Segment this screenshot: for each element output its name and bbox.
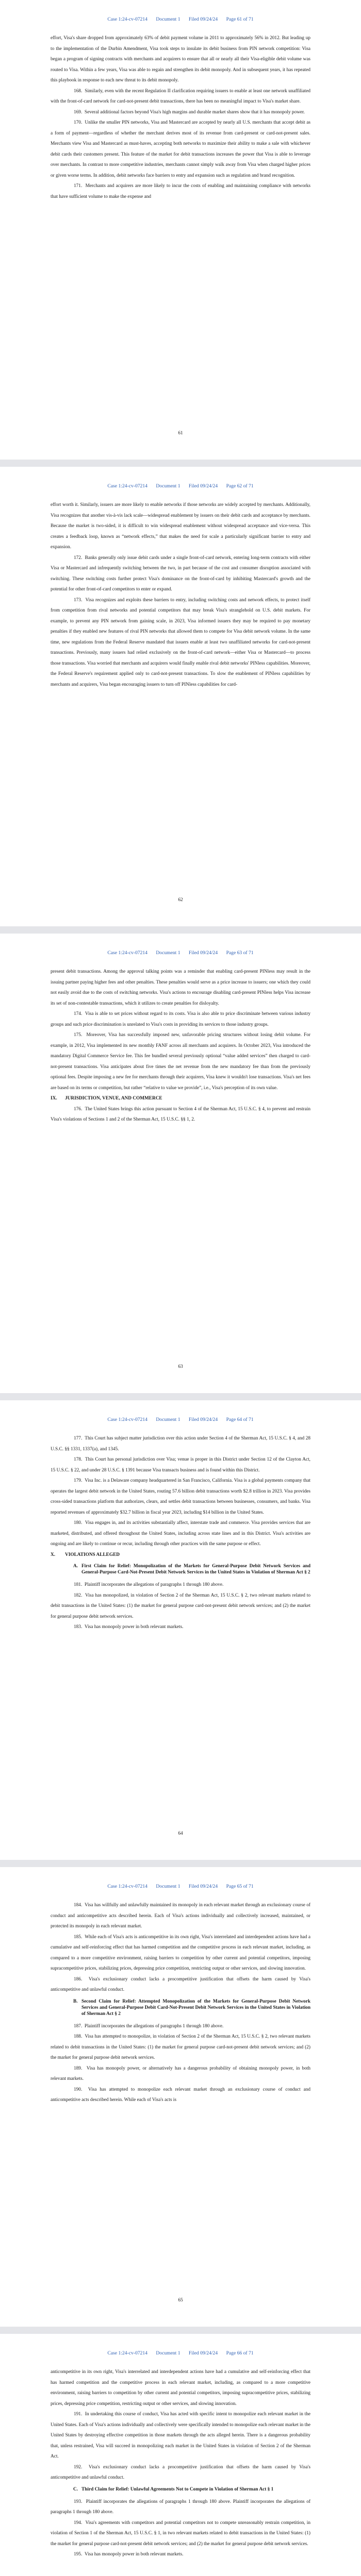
page-header bbox=[51, 1867, 310, 1900]
paragraph-187: 187. Plaintiff incorporates the allegations of paragraphs 1 through 180 above. bbox=[74, 2023, 224, 2029]
page-header bbox=[51, 1400, 310, 1433]
document-number: Document 1 bbox=[156, 16, 180, 22]
paragraph-184: 184. Visa has willfully and unlawfully maintained its monopoly in each relevant market through an exclusionary course of conduct and anticompetitive acts described herein. Each of Visa's actions individually and collectively increased, maintained, or protected its monopoly in each relevant market. bbox=[51, 1903, 310, 1929]
document-page-63 bbox=[0, 934, 361, 1393]
paragraph-193: 193. Plaintiff incorporates the allegations of paragraphs 1 through 180 above. Plaintiff incorporates the allegations of paragraphs 1 through 180 above. bbox=[51, 2499, 310, 2515]
document-number: Document 1 bbox=[156, 2350, 180, 2356]
paragraph-180: 180. Visa engages in, and its activities substantially affect, interstate trade and commerce. Visa provides services that are marketed, distributed, and offered throughout the United States, including across state lines and in this District. Visa's activities are ongoing and are likely to continue or recur, including through other practices with the same purpose or effect. bbox=[51, 1520, 310, 1547]
paragraph-175: 175. Moreover, Visa has successfully imposed new, unfavorable pricing structures without losing debit volume. For example, in 2012, Visa implemented its new monthly FANF across all merchants and acquirers. In October 2023, Visa introduced the mandatory Digital Commerce Service fee. This fee bundled several previously optional “value added services” then charged to card-not-present transactions. Visa anticipates about five times the net revenue from the new mandatory fee than from the previously optional fees. Despite imposing a new fee for merchants through their acquirers, Visa knew it wouldn't lose transactions. Visa's net fees are based on its terms or competition, but rather “relative to value we provide”, i.e., Visa's perception of its own value. bbox=[51, 1032, 310, 1091]
count-title: Second Claim for Relief: Attempted Monopolization of the Markets for General-Purpose Debit Network Services and General-Purpose Debit Card-Not-Present Debit Network Services in the United States in Violation of Sherman Act § 2 bbox=[81, 1998, 310, 2016]
page-body bbox=[51, 1900, 310, 2106]
case-number: Case 1:24-cv-07214 bbox=[107, 1884, 147, 1889]
page-number: 61 bbox=[178, 431, 183, 436]
section-title: JURISDICTION, VENUE, AND COMMERCE bbox=[65, 1096, 162, 1101]
paragraph-177: 177. This Court has subject matter jurisdiction over this action under Section 4 of the Sherman Act, 15 U.S.C. § 4, and 28 U.S.C. §§ 1331, 1337(a), and 1345. bbox=[51, 1436, 310, 1452]
filed-date: Filed 09/24/24 bbox=[188, 950, 218, 956]
page-body bbox=[51, 2367, 310, 2560]
page-header bbox=[51, 934, 310, 967]
paragraph-continued: present debit transactions. Among the approval talking points was a reminder that enabling card-present PINless may result in the issuing partner paying higher fees and other penalties. These penalties would serve as a price increase to issuers; one which they could not easily avoid due to the costs of switching networks. Visa's actions to encourage disabling card-present PINless helps Visa increase its set of non-contestable transactions, which it utilizes to create penalties for disloyalty. bbox=[51, 969, 310, 1006]
paragraph-182: 182. Visa has monopolized, in violation of Section 2 of the Sherman Act, 15 U.S.C. § 2, two relevant markets related to debit transactions in the United States: (1) the market for general purpose card-not-present debit network services; and (2) the market for general purpose debit network services. bbox=[51, 1592, 310, 1619]
section-heading-ix bbox=[51, 1093, 310, 1104]
filed-date: Filed 09/24/24 bbox=[188, 1417, 218, 1422]
paragraph-185: 185. While each of Visa's acts is anticompetitive in its own right, Visa's interrelated and interdependent actions have had a cumulative and self-reinforcing effect that has harmed competition and the competitive process in each relevant market, including, as compared to a more competitive environment, raising barriers to competition by other current and potential competitors, imposing supracompetitive prices, stabilizing prices, depressing price competition, restricting output or other services, and slowing innovation. bbox=[51, 1934, 310, 1971]
case-number: Case 1:24-cv-07214 bbox=[107, 1417, 147, 1422]
page-body bbox=[51, 33, 310, 202]
paragraph-178: 178. This Court has personal jurisdiction over Visa; venue is proper in this District under Section 12 of the Clayton Act, 15 U.S.C. § 22, and under 28 U.S.C. § 1391 because Visa transacts business and is found within this District. bbox=[51, 1457, 310, 1473]
document-number: Document 1 bbox=[156, 950, 180, 956]
paragraph-188: 188. Visa has attempted to monopolize, in violation of Section 2 of the Sherman Act, 15 U.S.C. § 2, two relevant markets related to debit transactions in the United States: (1) the market for general purpose card-not-present debit network services; and (2) the market for general purpose debit network services. bbox=[51, 2034, 310, 2060]
page-count: Page 61 of 71 bbox=[226, 16, 254, 22]
paragraph-176: 176. The United States brings this action pursuant to Section 4 of the Sherman Act, 15 U.S.C. § 4, to prevent and restrain Visa's violations of Sections 1 and 2 of the Sherman Act, 15 U.S.C. §§ 1, 2. bbox=[51, 1106, 310, 1122]
page-number: 65 bbox=[178, 2298, 183, 2303]
section-number: IX. bbox=[51, 1096, 57, 1101]
paragraph-195: 195. Visa has monopoly power in both relevant markets. bbox=[74, 2552, 184, 2557]
paragraph-192: 192. Visa's exclusionary conduct lacks a procompetitive justification that offsets the harm caused by Visa's anticompetitive and unlawful conduct. bbox=[51, 2464, 310, 2480]
paragraph-continued: anticompetitive in its own right, Visa's interrelated and interdependent actions have had a cumulative and self-reinforcing effect that has harmed competition and the competitive process in each relevant market, including, as compared to a more competitive environment, raising barriers to competition by other current and potential competitors, imposing supracompetitive prices, stabilizing prices, depressing price competition, restricting output or other services, and slowing innovation. bbox=[51, 2369, 310, 2406]
document-page-61 bbox=[0, 0, 361, 460]
document-page-62 bbox=[0, 467, 361, 926]
case-number: Case 1:24-cv-07214 bbox=[107, 950, 147, 956]
paragraph-169: 169. Several additional factors beyond Visa's high margins and durable market shares show that it has monopoly power. bbox=[74, 109, 305, 115]
count-letter: C. bbox=[73, 2486, 78, 2492]
section-number: X. bbox=[51, 1552, 56, 1557]
paragraph-172: 172. Banks generally only issue debit cards under a single front-of-card network, entering long-term contracts with either Visa or Mastercard and infrequently switching between the two, in part because of the cost and consumer disruption associated with switching. These switching costs further protect Visa's dominance on the front-of-card by inhibiting Mastercard's growth and the potential for other front-of-card competitors to enter or expand. bbox=[51, 555, 310, 592]
count-heading-a bbox=[51, 1563, 310, 1575]
document-page-64 bbox=[0, 1400, 361, 1860]
case-number: Case 1:24-cv-07214 bbox=[107, 16, 147, 22]
paragraph-continued: effort, Visa's share dropped from approximately 63% of debit payment volume in 2011 to approximately 56% in 2012. But leading up to the implementation of the Durbin Amendment, Visa took steps to insulate its debit business from PIN network competition: Visa began a program of signing contracts with merchants and acquirers to ensure that all or nearly all their Visa-eligible debit volume was routed to Visa. Within a few years, Visa was able to regain and strengthen its debit monopoly. And in subsequent years, it has repeated this playbook in response to each new threat to its debit monopoly. bbox=[51, 36, 310, 83]
document-page-65 bbox=[0, 1867, 361, 2327]
count-heading-c bbox=[51, 2486, 310, 2493]
case-number: Case 1:24-cv-07214 bbox=[107, 483, 147, 489]
document-page-66 bbox=[0, 2334, 361, 2576]
case-number: Case 1:24-cv-07214 bbox=[107, 2350, 147, 2356]
paragraph-174: 174. Visa is able to set prices without regard to its costs. Visa is also able to price discriminate between various industry groups and such price discrimination is unrelated to Visa's costs in providing its services to those industry groups. bbox=[51, 1011, 310, 1027]
page-count: Page 65 of 71 bbox=[226, 1884, 254, 1889]
page-number: 63 bbox=[178, 1364, 183, 1369]
paragraph-191: 191. In undertaking this course of conduct, Visa has acted with specific intent to monopolize each relevant market in the United States. Each of Visa's actions individually and collectively were specifically intended to monopolize each relevant market in the United States by destroying effective competition in those markets through the acts alleged herein. There is a dangerous probability that, unless restrained, Visa will succeed in monopolizing each market in the United States in violation of Section 2 of the Sherman Act. bbox=[51, 2412, 310, 2459]
paragraph-186: 186. Visa's exclusionary conduct lacks a procompetitive justification that offsets the harm caused by Visa's anticompetitive and unlawful conduct. bbox=[51, 1976, 310, 1992]
paragraph-179: 179. Visa Inc. is a Delaware company headquartered in San Francisco, California. Visa is a global payments company that operates the largest debit network in the United States, routing 57.6 billion debit transactions worth $2.8 trillion in 2023. Visa provides cross-sided transactions platform that authorizes, clears, and settles debit transactions between businesses, consumers, and banks. Visa reported revenues of approximately $32.7 billion in fiscal year 2023, including $14 billion in the United States. bbox=[51, 1478, 310, 1515]
filed-date: Filed 09/24/24 bbox=[188, 16, 218, 22]
page-count: Page 64 of 71 bbox=[226, 1417, 254, 1422]
document-number: Document 1 bbox=[156, 1884, 180, 1889]
page-header bbox=[51, 2334, 310, 2367]
page-body bbox=[51, 1433, 310, 1633]
page-count: Page 62 of 71 bbox=[226, 483, 254, 489]
section-heading-x bbox=[51, 1550, 310, 1561]
page-body bbox=[51, 500, 310, 690]
count-title: First Claim for Relief: Monopolization of the Markets for General-Purpose Debit Network Services and General-Purpose Card-Not-Present Debit Network Services in the United States in Violation of Sherman Act § 2 bbox=[81, 1564, 310, 1575]
page-count: Page 66 of 71 bbox=[226, 2350, 254, 2356]
paragraph-189: 189. Visa has monopoly power, or alternatively has a dangerous probability of obtaining monopoly power, in both relevant markets. bbox=[51, 2065, 310, 2081]
paragraph-168: 168. Similarly, even with the recent Regulation II clarification requiring issuers to enable at least one network unaffiliated with the front-of-card network for card-not-present debit transactions, there has been no meaningful impact to Visa's market share. bbox=[51, 88, 310, 104]
page-body bbox=[51, 967, 310, 1125]
paragraph-173: 173. Visa recognizes and exploits these barriers to entry, including switching costs and network effects, to protect itself from competition from rival networks and potential competitors that may break Visa's stranglehold on U.S. debit markets. For example, to prevent any PIN network from gaining scale, in 2023, Visa informed issuers they may be required to pay monetary penalties if they enabled new features of rival PIN networks that allowed them to compete for Visa debit network volume. In the same time, new regulations from the Federal Reserve mandated that issuers enable at least two unaffiliated networks for card-not-present transactions. Previously, many issuers had relied exclusively on the front-of-card network—either Visa or Mastercard—to process those transactions. Visa worried that merchants and acquirers would finally enable rival debit networks' PINless capabilities. Moreover, the Federal Reserve's requirement applied only to card-not-present transactions. To slow the enablement of PINless capabilities by merchants and acquirers, Visa began encouraging issuers to turn off PINless capabilities for card- bbox=[51, 597, 310, 687]
page-header bbox=[51, 467, 310, 500]
paragraph-194: 194. Visa's agreements with competitors and potential competitors not to compete unreasonably restrain competition, in violation of Section 1 of the Sherman Act, 15 U.S.C. § 1, in two relevant markets related to debit transactions in the United States: (1) the market for general purpose card-not-present debit network services; and (2) the market for general purpose debit network services. bbox=[51, 2520, 310, 2547]
paragraph-183: 183. Visa has monopoly power in both relevant markets. bbox=[74, 1624, 184, 1630]
count-heading-b bbox=[51, 1998, 310, 2017]
filed-date: Filed 09/24/24 bbox=[188, 2350, 218, 2356]
page-count: Page 63 of 71 bbox=[226, 950, 254, 956]
count-letter: B. bbox=[73, 1998, 78, 2004]
section-title: VIOLATIONS ALLEGED bbox=[65, 1552, 120, 1557]
paragraph-continued: effort worth it. Similarly, issuers are more likely to enable networks if those networks are widely accepted by merchants. Additionally, Visa recognizes that another vis-à-vis lack scale—widespread enablement by issuers on their debit cards and acceptance by merchants. Because the market is two-sided, it is difficult to win widespread enablement without widespread acceptance and vice-versa. This creates a feedback loop, known as “network effects,” that makes the need for scale a particularly significant barrier to entry and expansion. bbox=[51, 502, 310, 550]
paragraph-170: 170. Unlike the smaller PIN networks, Visa and Mastercard are accepted by nearly all U.S. merchants that accept debit as a form of payment—regardless of whether the merchant derives most of its revenue from card-present or card-not-present sales. Merchants view Visa and Mastercard as must-haves, accepting both networks to maximize their ability to make a sale with whichever debit cards their customers present. This feature of the market for debit transactions increases the power that Visa is able to leverage over merchants. In contrast to more competitive industries, merchants cannot simply walk away from Visa when charged higher prices or given worse terms. In addition, debit networks face barriers to entry and expansion such as regulation and brand recognition. bbox=[51, 120, 310, 178]
page-header bbox=[51, 0, 310, 33]
document-number: Document 1 bbox=[156, 1417, 180, 1422]
paragraph-181: 181. Plaintiff incorporates the allegations of paragraphs 1 through 180 above. bbox=[74, 1582, 224, 1587]
page-number: 64 bbox=[178, 1831, 183, 1836]
document-number: Document 1 bbox=[156, 483, 180, 489]
paragraph-190: 190. Visa has attempted to monopolize each relevant market through an exclusionary course of conduct and anticompetitive acts described herein. While each of Visa's acts is bbox=[51, 2087, 310, 2103]
page-number: 62 bbox=[178, 897, 183, 903]
filed-date: Filed 09/24/24 bbox=[188, 1884, 218, 1889]
count-letter: A. bbox=[73, 1564, 78, 1569]
paragraph-171: 171. Merchants and acquirers are more likely to incur the costs of enabling and maintaining compliance with networks that have sufficient volume to make the expense and bbox=[51, 183, 310, 199]
filed-date: Filed 09/24/24 bbox=[188, 483, 218, 489]
count-title: Third Claim for Relief: Unlawful Agreements Not to Compete in Violation of Sherman Act § 1 bbox=[81, 2486, 274, 2492]
